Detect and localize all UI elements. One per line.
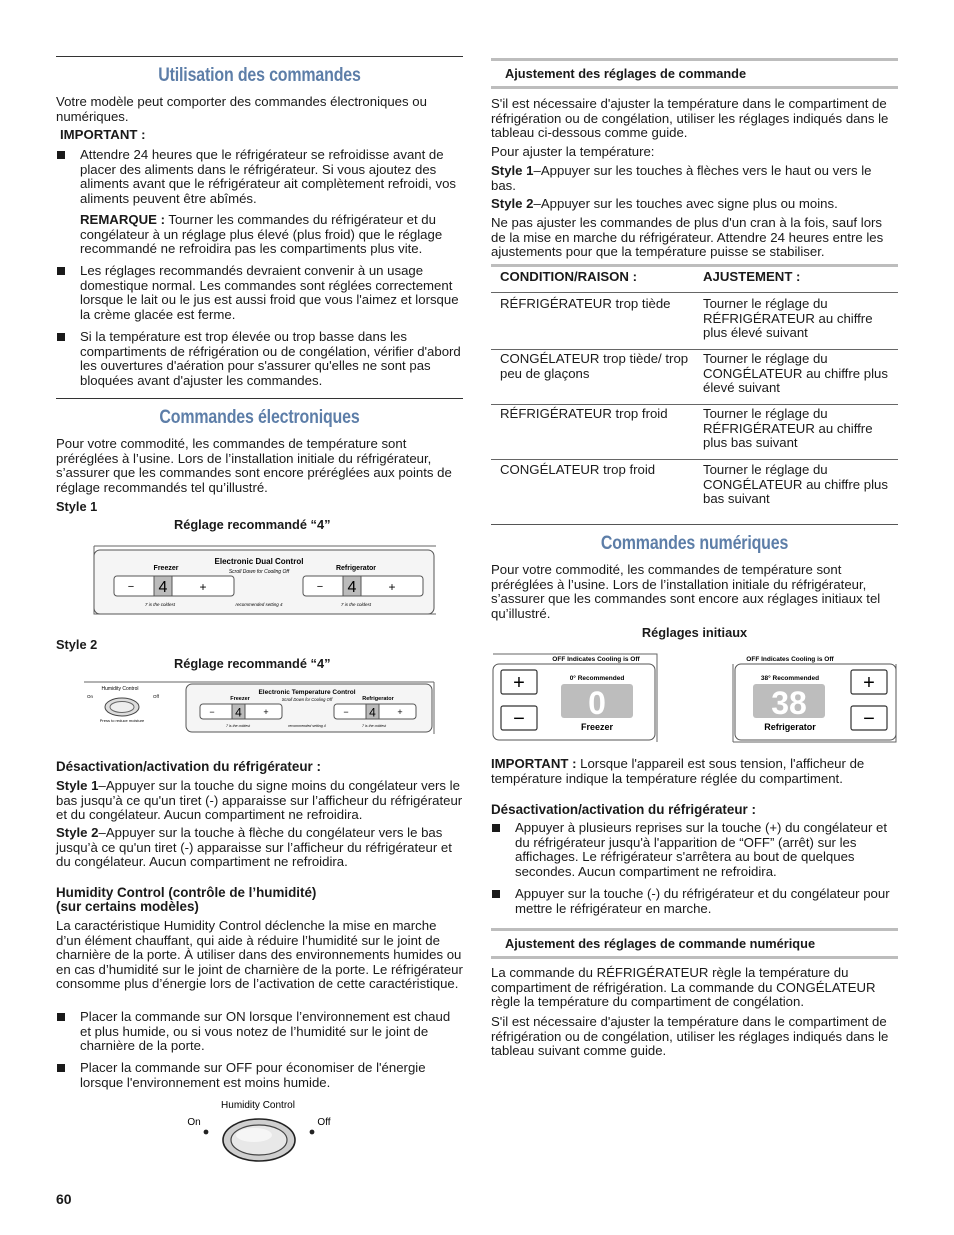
panel-subtitle: Scroll Down for Cooling Off: [281, 697, 333, 702]
bullet-item: Si la température est trop élevée ou trop basse dans les compartiments de réfrigération ou de congélation, vérifier d'abord les ouvertures d'aération pour s'assurer qu'elles ne sont pas bloquées avant d'ajuster les commandes.: [56, 330, 463, 388]
fridge-minus-button[interactable]: −: [863, 708, 875, 730]
deactivation-style2: Style 2–Appuyer sur la touche à flèche du congélateur vers le bas jusqu’à ce qu'un tiret (-) apparaisse sur l’afficheur du réfrigérateur et du congélateur. Aucun compartiment ne refroidira.: [56, 825, 452, 870]
bullet-item: Placer la commande sur OFF pour économiser de l'énergie lorsque l'environnement est moins humide.: [56, 1061, 463, 1090]
humidity-label: Humidity Control: [101, 686, 139, 692]
remark-paragraph: REMARQUE : Tourner les commandes du réfrigérateur et du congélateur à un réglage plus élevé (plus froid) que le réglage recommandé ne refroidira pas les compartiments plus vite.: [80, 212, 443, 257]
bullet-item: Placer la commande sur ON lorsque l’environnement est chaud et plus humide, ou si vous notez de l’humidité sur le joint de charnière de la porte.: [56, 1010, 463, 1054]
numeric-adjustment-paragraph-2: S'il est nécessaire d'ajuster la température dans le compartiment de réfrigération ou de congélation, utiliser les réglages indiqués dans le tableau suivant comme guide.: [491, 1014, 889, 1059]
table-cell: Tourner le réglage du RÉFRIGÉRATEUR au chiffre plus bas suivant: [703, 406, 873, 451]
section-rule: [56, 56, 463, 57]
freezer-minus-button[interactable]: −: [513, 708, 525, 730]
style2-label: Style 2: [56, 637, 98, 652]
table-cell: CONGÉLATEUR trop froid: [500, 462, 656, 477]
section-rule: [491, 928, 898, 931]
freezer-minus-button[interactable]: −: [209, 707, 215, 717]
table-header: CONDITION/RAISON :: [500, 269, 638, 284]
panel-subtitle: Scroll Down for Cooling Off: [228, 569, 290, 575]
fridge-plus-button[interactable]: +: [397, 707, 403, 717]
on-label: On: [187, 1117, 201, 1128]
freezer-note: 7 is the coldest: [144, 602, 176, 607]
freezer-display: 0: [588, 685, 606, 721]
section-rule: [491, 86, 898, 89]
freezer-note: 7 is the coldest: [226, 724, 250, 728]
intro-paragraph: Votre modèle peut comporter des commandes électroniques ou numériques.: [56, 94, 427, 124]
fridge-display: 4: [369, 705, 376, 720]
panel-title: Electronic Dual Control: [214, 557, 304, 566]
fridge-plus-button[interactable]: +: [863, 672, 875, 694]
freezer-label: Freezer: [153, 565, 179, 572]
humidity-note: Press to reduce moisture: [99, 718, 145, 723]
table-cell: CONGÉLATEUR trop tiède/ trop peu de glaçons: [500, 351, 689, 381]
adjustment-style1: Style 1–Appuyer sur les touches à flèches vers le haut ou vers le bas.: [491, 163, 872, 193]
adjustment-style2: Style 2–Appuyer sur les touches avec signe plus ou moins.: [491, 196, 838, 211]
page-number: 60: [56, 1191, 72, 1207]
freezer-display: 4: [235, 705, 242, 720]
bullet-item: Attendre 24 heures que le réfrigérateur se refroidisse avant de placer des aliments dans le réfrigérateur. Si vous ajoutez des aliments avant que le réfrigérateur ait complètement refroidi, vos aliments peuvent être abîmés.: [56, 148, 463, 206]
adjustment-paragraph: S'il est nécessaire d'ajuster la température dans le compartiment de réfrigération ou de congélation, utiliser les réglages indiqués dans le tableau ci-dessous comme guide.: [491, 96, 889, 141]
deactivation-heading: Désactivation/activation du réfrigérateur :: [56, 759, 321, 774]
section-rule: [491, 58, 898, 61]
important-label: IMPORTANT :: [60, 127, 146, 142]
section-rule: [491, 956, 898, 959]
table-cell: RÉFRIGÉRATEUR trop froid: [500, 406, 668, 421]
style2-caption: Réglage recommandé “4”: [174, 656, 331, 671]
panel-title: Electronic Temperature Control: [258, 689, 356, 696]
fridge-minus-button[interactable]: −: [316, 581, 324, 593]
off-indicator-note: OFF Indicates Cooling is Off: [746, 656, 834, 663]
humidity-figure-label: Humidity Control: [221, 1100, 295, 1111]
freezer-label: Freezer: [580, 722, 614, 732]
bullet-item: Appuyer à plusieurs reprises sur la touche (+) du congélateur et du réfrigérateur jusqu'à l'apparition de “OFF” (arrêt) sur les affichages. Le réfrigérateur s'arrêtera au bout de quelques secondes. Aucun compartiment ne refroidira.: [491, 821, 898, 879]
freezer-plus-button[interactable]: +: [513, 672, 525, 694]
table-cell: RÉFRIGÉRATEUR trop tiède: [500, 296, 671, 311]
fridge-recommended: 38° Recommended: [760, 675, 820, 682]
style1-caption: Réglage recommandé “4”: [174, 517, 331, 532]
humidity-heading: Humidity Control (contrôle de l’humidité): [56, 885, 317, 900]
fridge-display: 4: [347, 579, 357, 596]
table-cell: Tourner le réglage du CONGÉLATEUR au chiffre plus élevé suivant: [703, 351, 888, 396]
section-title-numeriques: Commandes numériques: [600, 533, 789, 554]
numeric-intro: Pour votre commodité, les commandes de température sont préréglées à l’usine. Lors de l’installation initiale du réfrigérateur, s’assurer que les commandes sont encore aux réglages initiaux tel qu’illustré.: [491, 562, 881, 621]
fridge-display: 38: [771, 685, 807, 721]
freezer-plus-button[interactable]: +: [199, 580, 207, 594]
humidity-control-figure: [184, 1094, 334, 1170]
initial-settings-caption: Réglages initiaux: [641, 625, 748, 640]
freezer-minus-button[interactable]: −: [127, 581, 135, 593]
freezer-label: Freezer: [230, 696, 250, 702]
temperature-control-panel: [82, 678, 436, 736]
bullet-item: Appuyer sur la touche (-) du réfrigérateur et du congélateur pour mettre le réfrigérateur en marche.: [491, 887, 898, 916]
off-label: Off: [317, 1117, 331, 1128]
freezer-plus-button[interactable]: +: [263, 707, 269, 717]
fridge-note: 7 is the coldest: [340, 602, 372, 607]
deactivation-style1: Style 1–Appuyer sur la touche du signe moins du congélateur vers le bas jusqu’à ce qu'un tiret (-) apparaisse sur l’afficheur du réfrigérateur et du congélateur. Aucun compartiment ne refroidira.: [56, 778, 463, 823]
humidity-paragraph: La caractéristique Humidity Control déclenche la mise en marche d’un élément chauffant, qui aide à réduire l’humidité sur le joint de charnière de la porte. À utiliser dans des environnements humides ou en cas d’humidité sur le joint de charnière de la porte. Le réfrigérateur consomme plus d’énergie lors de l’activation de cette caractéristique.: [56, 918, 463, 992]
numeric-adjustment-paragraph: La commande du RÉFRIGÉRATEUR règle la température du compartiment de réfrigération. La commande du CONGÉLATEUR règle la température du compartiment de congélation.: [491, 965, 876, 1010]
off-indicator-note: OFF Indicates Cooling is Off: [552, 656, 640, 663]
on-label: On: [86, 694, 94, 699]
important-paragraph: IMPORTANT : Lorsque l'appareil est sous tension, l'afficheur de température indique la température réglée du compartiment.: [491, 756, 865, 786]
refrigerator-label: Refrigerator: [335, 565, 377, 572]
adjustment-note: Ne pas ajuster les commandes de plus d'un cran à la fois, sauf lors de la mise en marche du réfrigérateur. Attendre 24 heures entre les ajustements pour que la température puisse se stabiliser.: [491, 215, 884, 260]
fridge-minus-button[interactable]: −: [343, 707, 349, 717]
refrigerator-label: Refrigerator: [362, 696, 394, 702]
dual-control-panel: [90, 542, 440, 618]
table-header: AJUSTEMENT :: [703, 269, 801, 284]
electronic-intro: Pour votre commodité, les commandes de température sont préréglées à l’usine. Lors de l’installation initiale du réfrigérateur, s’assurer que les commandes sont encore préréglées aux points de réglage recommandés tel qu’illustré.: [56, 436, 452, 495]
section-title-utilisation: Utilisation des commandes: [158, 65, 361, 86]
freezer-display: 4: [158, 579, 168, 596]
recommended-note: recommended setting 4: [235, 602, 283, 607]
adjustment-instruction: Pour ajuster la température:: [491, 144, 655, 159]
digital-control-panel: [491, 652, 898, 744]
deactivation-heading: Désactivation/activation du réfrigérateur :: [491, 802, 756, 817]
table-cell: Tourner le réglage du RÉFRIGÉRATEUR au chiffre plus élevé suivant: [703, 296, 873, 341]
numeric-adjustment-heading: Ajustement des réglages de commande numérique: [505, 936, 816, 951]
humidity-heading-sub: (sur certains modèles): [56, 899, 199, 914]
recommended-note: recommended setting 4: [288, 724, 326, 728]
adjustment-heading: Ajustement des réglages de commande: [505, 66, 747, 81]
off-label: Off: [153, 694, 159, 699]
style1-label: Style 1: [56, 499, 98, 514]
section-title-electroniques: Commandes électroniques: [159, 407, 360, 428]
table-cell: Tourner le réglage du CONGÉLATEUR au chiffre plus bas suivant: [703, 462, 888, 507]
bullet-item: Les réglages recommandés devraient convenir à un usage domestique normal. Les commandes sont réglées correctement lorsque le lait ou le jus est aussi froid que vous l'aimez et lorsque la crème glacée est ferme.: [56, 264, 463, 322]
fridge-note: 7 is the coldest: [362, 724, 386, 728]
section-rule: [56, 398, 463, 399]
freezer-recommended: 0° Recommended: [569, 675, 625, 682]
refrigerator-label: Refrigerator: [764, 722, 816, 732]
fridge-plus-button[interactable]: +: [388, 580, 396, 594]
